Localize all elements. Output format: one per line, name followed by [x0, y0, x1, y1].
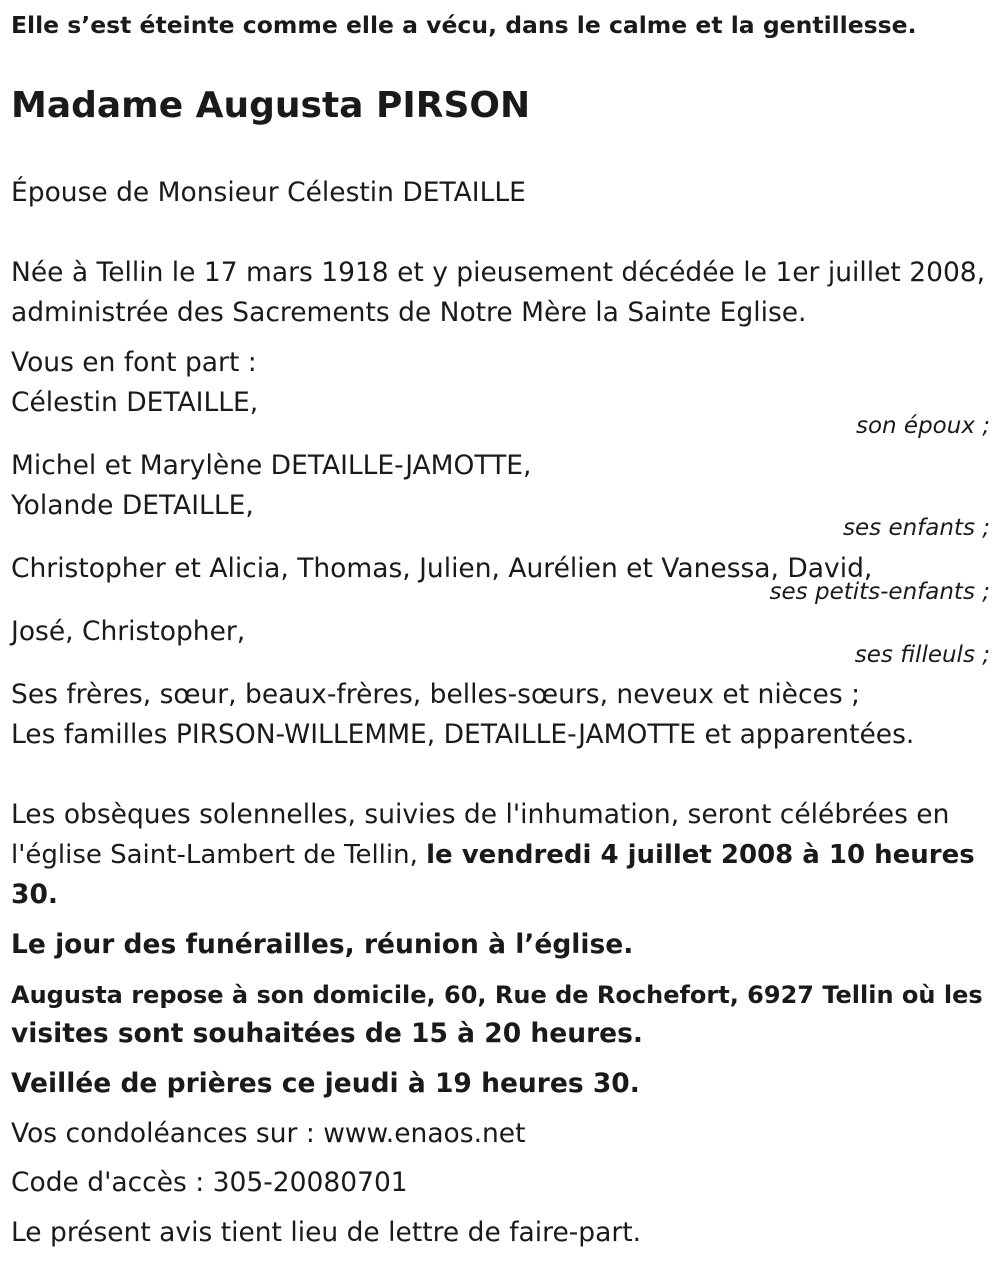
access-code-line: Code d'accès : 305-20080701	[11, 1167, 408, 1198]
godchildren: José, Christopher,	[11, 616, 246, 647]
gathering-line: Le jour des funérailles, réunion à l’église.	[11, 929, 634, 960]
husband-role: son époux ;	[855, 413, 990, 439]
siblings-line: Ses frères, sœur, beaux-frères, belles-sœurs, neveux et nièces ;	[11, 679, 861, 710]
grandchildren: Christopher et Alicia, Thomas, Julien, Aurélien et Vanessa, David,	[11, 553, 873, 584]
condolences-line: Vos condoléances sur : www.enaos.net	[11, 1118, 526, 1149]
birth-line-1: Née à Tellin le 17 mars 1918 et y pieusement décédée le 1er juillet 2008,	[11, 257, 986, 288]
vigil-line: Veillée de prières ce jeudi à 19 heures 30.	[11, 1068, 640, 1099]
announce-intro: Vous en font part :	[11, 347, 257, 378]
funeral-line-2	[11, 838, 975, 872]
children-role: ses enfants ;	[843, 515, 990, 541]
godchildren-role: ses filleuls ;	[854, 642, 990, 668]
birth-line-2: administrée des Sacrements de Notre Mère la Sainte Eglise.	[11, 297, 807, 328]
deceased-name: Madame Augusta PIRSON	[11, 85, 531, 126]
spouse-line: Épouse de Monsieur Célestin DETAILLE	[11, 177, 526, 208]
families-line: Les familles PIRSON-WILLEMME, DETAILLE-JAMOTTE et apparentées.	[11, 719, 915, 750]
child-1: Michel et Marylène DETAILLE-JAMOTTE,	[11, 450, 532, 481]
grandchildren-role: ses petits-enfants ;	[769, 579, 990, 605]
funeral-line-1: Les obsèques solennelles, suivies de l'inhumation, seront célébrées en	[11, 799, 950, 830]
rest-line-2: visites sont souhaitées de 15 à 20 heures.	[11, 1018, 643, 1049]
child-2: Yolande DETAILLE,	[11, 490, 254, 521]
rest-line-1: Augusta repose à son domicile, 60, Rue de Rochefort, 6927 Tellin où les	[11, 981, 983, 1009]
husband-name: Célestin DETAILLE,	[11, 387, 259, 418]
funeral-place: l'église Saint-Lambert de Tellin,	[11, 840, 427, 870]
funeral-line-3: 30.	[11, 879, 58, 910]
funeral-date: le vendredi 4 juillet 2008 à 10 heures	[426, 840, 975, 870]
tagline: Elle s’est éteinte comme elle a vécu, dans le calme et la gentillesse.	[11, 11, 917, 39]
closing-line: Le présent avis tient lieu de lettre de faire-part.	[11, 1217, 642, 1248]
